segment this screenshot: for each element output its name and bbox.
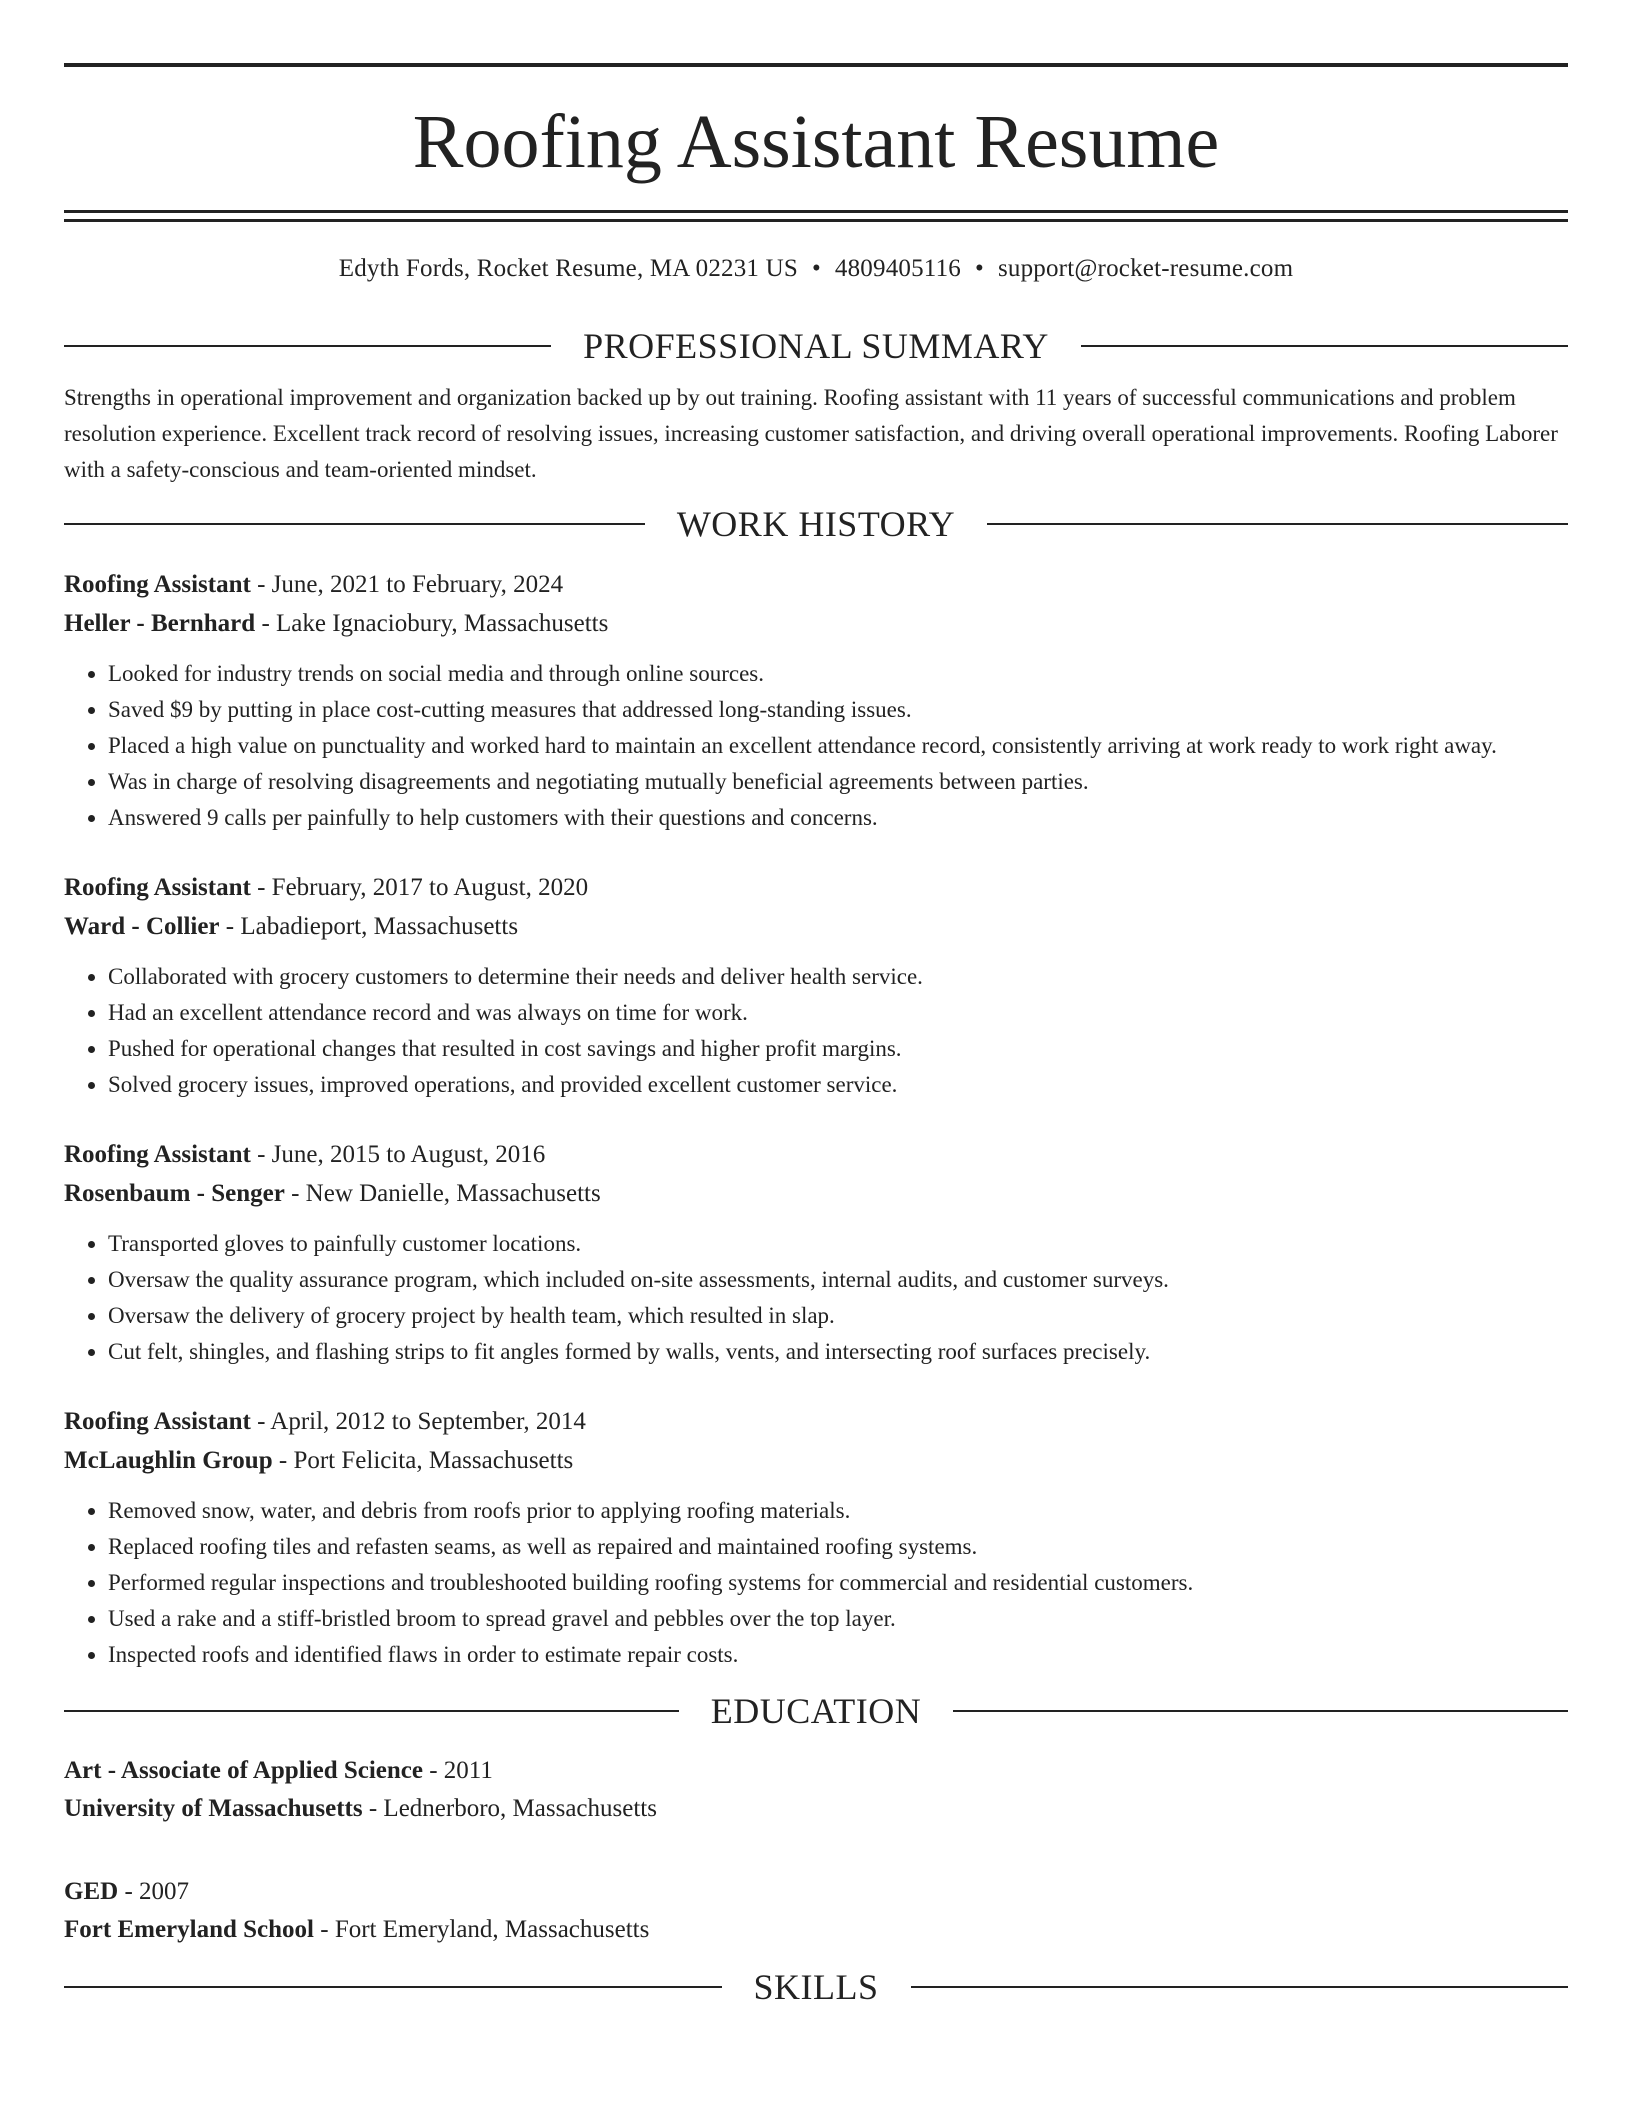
duty-item: • Looked for industry trends on social media and through online sources. — [108, 656, 1568, 692]
job-company: Rosenbaum - Senger — [64, 1180, 285, 1207]
education-location: - Lednerboro, Massachusetts — [362, 1795, 657, 1822]
summary-text: Strengths in operational improvement and organization backed up by out training. Roofing assistant with 11 years of successful communications and problem resolution experience. Excellent track record of resolving issues, increasing customer satisfaction, and driving overall operational improvements. Roofing Laborer with a safety-conscious and team-oriented mindset. — [64, 385, 1558, 482]
job-location: - Lake Ignaciobury, Massachusetts — [255, 610, 609, 637]
job-dates: - February, 2017 to August, 2020 — [250, 874, 589, 901]
top-rule — [64, 63, 1568, 67]
section-heading-education — [64, 1691, 1568, 1731]
heading-rule — [64, 345, 551, 347]
duty-item: • Removed snow, water, and debris from roofs prior to applying roofing materials. — [108, 1493, 1568, 1529]
job-company-line — [64, 1174, 1568, 1213]
heading-rule — [64, 1710, 679, 1712]
resume-page — [64, 63, 1568, 2007]
page-title: Roofing Assistant Resume — [412, 100, 1220, 184]
job-company-line — [64, 604, 1568, 643]
section-title: EDUCATION — [710, 1691, 922, 1731]
education-location: - Fort Emeryland, Massachusetts — [314, 1916, 650, 1943]
job-company: McLaughlin Group — [64, 1447, 273, 1474]
duty-item: • Inspected roofs and identified flaws in order to estimate repair costs. — [108, 1637, 1568, 1673]
contact-separator: • — [974, 255, 984, 282]
education-year: - 2011 — [422, 1757, 493, 1784]
job-entry — [64, 1135, 1568, 1370]
job-entry — [64, 868, 1568, 1103]
job-dates: - June, 2021 to February, 2024 — [250, 571, 564, 598]
job-title: Roofing Assistant — [64, 1408, 251, 1435]
job-entry — [64, 1402, 1568, 1673]
job-title-line — [64, 1402, 1568, 1441]
duty-item: • Had an excellent attendance record and was always on time for work. — [108, 995, 1568, 1031]
duty-item: • Cut felt, shingles, and flashing strips to fit angles formed by walls, vents, and intersecting roof surfaces precisely. — [108, 1334, 1568, 1370]
education-degree-line — [64, 1873, 1568, 1911]
heading-rule — [64, 523, 645, 525]
heading-rule — [1081, 345, 1568, 347]
duty-item: • Performed regular inspections and troubleshooted building roofing systems for commercial and residential customers. — [108, 1565, 1568, 1601]
duty-item: • Saved $9 by putting in place cost-cutting measures that addressed long-standing issues. — [108, 692, 1568, 728]
education-degree-line — [64, 1752, 1568, 1790]
job-dates: - June, 2015 to August, 2016 — [250, 1141, 546, 1168]
duty-item: • Solved grocery issues, improved operations, and provided excellent customer service. — [108, 1067, 1568, 1103]
duty-item: • Oversaw the quality assurance program, which included on-site assessments, internal audits, and customer surveys. — [108, 1262, 1568, 1298]
duty-list — [64, 656, 1568, 836]
title-double-rule — [64, 210, 1568, 222]
job-title: Roofing Assistant — [64, 1141, 251, 1168]
duty-item: • Was in charge of resolving disagreements and negotiating mutually beneficial agreements between parties. — [108, 764, 1568, 800]
job-title-line — [64, 1135, 1568, 1174]
education-entry — [64, 1873, 1568, 1949]
job-title: Roofing Assistant — [64, 571, 251, 598]
education-entry — [64, 1752, 1568, 1828]
section-title: WORK HISTORY — [676, 504, 956, 544]
job-title-line — [64, 565, 1568, 604]
section-title: PROFESSIONAL SUMMARY — [583, 326, 1049, 366]
job-company-line — [64, 907, 1568, 946]
section-title: SKILLS — [753, 1967, 879, 2007]
job-location: - Port Felicita, Massachusetts — [272, 1447, 574, 1474]
contact-email: support@rocket-resume.com — [997, 255, 1294, 282]
job-entry — [64, 565, 1568, 836]
contact-phone: 4809405116 — [834, 255, 961, 282]
job-company-line — [64, 1441, 1568, 1480]
education-school: Fort Emeryland School — [64, 1916, 314, 1943]
contact-separator: • — [811, 255, 821, 282]
duty-item: • Answered 9 calls per painfully to help customers with their questions and concerns. — [108, 800, 1568, 836]
job-title: Roofing Assistant — [64, 874, 251, 901]
heading-rule — [64, 1986, 722, 1988]
duty-item: • Pushed for operational changes that resulted in cost savings and higher profit margins. — [108, 1031, 1568, 1067]
duty-list — [64, 1493, 1568, 1673]
duty-item: • Placed a high value on punctuality and worked hard to maintain an excellent attendance record, consistently arriving at work ready to work right away. — [108, 728, 1568, 764]
duty-item: • Collaborated with grocery customers to determine their needs and deliver health service. — [108, 959, 1568, 995]
duty-list — [64, 1226, 1568, 1370]
duty-item: • Transported gloves to painfully customer locations. — [108, 1226, 1568, 1262]
education-degree: GED — [64, 1878, 119, 1905]
duty-list — [64, 959, 1568, 1103]
job-company: Heller - Bernhard — [64, 610, 256, 637]
section-heading-summary — [64, 326, 1568, 366]
duty-item: • Used a rake and a stiff-bristled broom to spread gravel and pebbles over the top layer. — [108, 1601, 1568, 1637]
contact-line — [64, 254, 1568, 284]
section-heading-skills — [64, 1967, 1568, 2007]
job-company: Ward - Collier — [64, 913, 220, 940]
section-heading-work — [64, 504, 1568, 544]
education-degree: Art - Associate of Applied Science — [64, 1757, 423, 1784]
job-title-line — [64, 868, 1568, 907]
education-school-line — [64, 1790, 1568, 1828]
duty-item: • Oversaw the delivery of grocery project by health team, which resulted in slap. — [108, 1298, 1568, 1334]
job-location: - Labadieport, Massachusetts — [219, 913, 519, 940]
education-school-line — [64, 1911, 1568, 1949]
duty-item: • Replaced roofing tiles and refasten seams, as well as repaired and maintained roofing systems. — [108, 1529, 1568, 1565]
education-school: University of Massachusetts — [64, 1795, 363, 1822]
heading-rule — [911, 1986, 1569, 1988]
contact-address: Edyth Fords, Rocket Resume, MA 02231 US — [338, 255, 798, 282]
heading-rule — [953, 1710, 1568, 1712]
education-year: - 2007 — [118, 1878, 190, 1905]
heading-rule — [987, 523, 1568, 525]
job-location: - New Danielle, Massachusetts — [284, 1180, 601, 1207]
job-dates: - April, 2012 to September, 2014 — [250, 1408, 586, 1435]
